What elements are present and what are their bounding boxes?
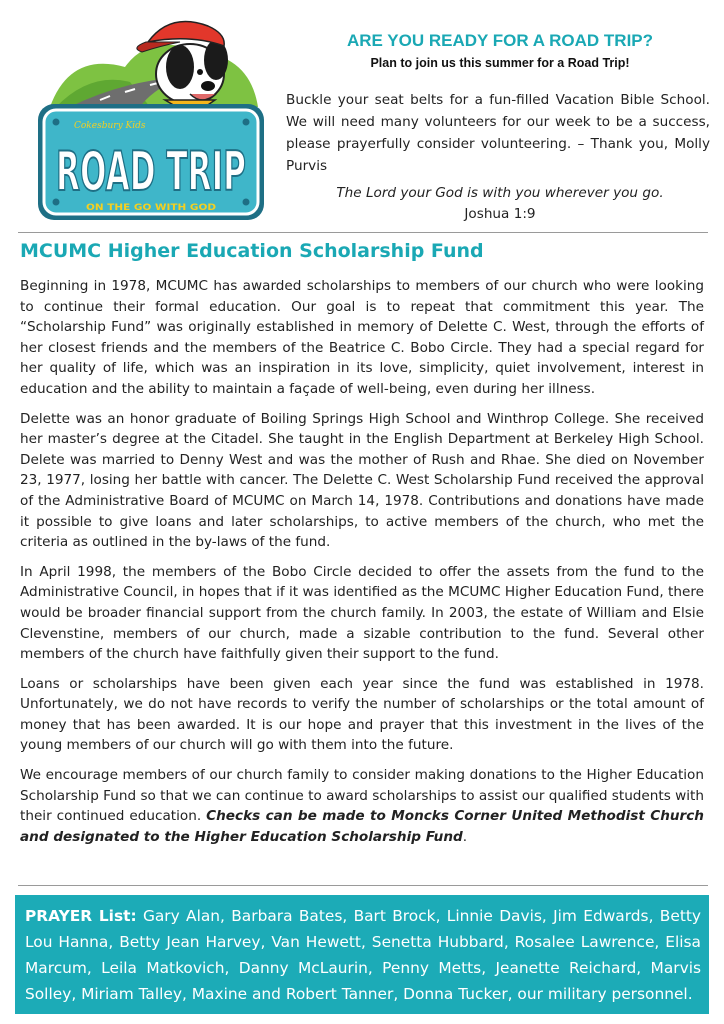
article-paragraph: Beginning in 1978, MCUMC has awarded scholarships to members of our church who were looking to continue their formal education. Our goal is to repeat that commitment this year. The “Scholarship Fund” was originally established in memory of Delette C. West, through the efforts of her closest friends and the members of the Beatrice C. Bobo Circle. They had a special regard for her quality of life, which was an inspiration in its love, simplicity, quiet involvement, interest in education and the ability to maintain a façade of well-being, even during her illness. bbox=[20, 278, 704, 397]
scholarship-article bbox=[20, 276, 704, 856]
article-paragraph: Loans or scholarships have been given each year since the fund was established in 1978. Unfortunately, we do not have records to verify the number of scholarships or the total amount of money that has been awarded. It is our hope and prayer that this investment in the lives of the young members of our church will go with them into the future. bbox=[20, 675, 704, 754]
vbs-body-text: Buckle your seat belts for a fun-filled Vacation Bible School. We will need many volunteers for our week to be a success, please prayerfully consider volunteering. – Thank you, Molly Purvis bbox=[286, 92, 710, 174]
scholarship-heading: MCUMC Higher Education Scholarship Fund bbox=[20, 240, 484, 262]
checks-instruction: Checks can be made to Moncks Corner United Methodist Church and designated to the Higher Education Scholarship Fund bbox=[20, 808, 704, 845]
article-paragraph: Delette was an honor graduate of Boiling Springs High School and Winthrop College. She received her master’s degree at the Citadel. She taught in the English Department at Berkeley High School. Delete was married to Denny West and was the mother of Rush and Rhae. She died on November 23, 1977, losing her battle with cancer. The Delette C. West Scholarship Fund received the approval of the Administrative Board of MCUMC on March 14, 1978. Contributions and donations have made it possible to give loans and later scholarships, to active members of the church, who met the criteria as outlined in the by-laws of the fund. bbox=[20, 410, 704, 551]
logo-brand-small: Cokesbury Kids bbox=[74, 121, 146, 131]
divider-top bbox=[18, 232, 708, 233]
donation-end: . bbox=[462, 828, 468, 845]
verse-reference: Joshua 1:9 bbox=[464, 206, 536, 222]
bible-verse bbox=[286, 183, 714, 225]
vbs-subheading: Plan to join us this summer for a Road Trip! bbox=[370, 56, 630, 70]
article-paragraph: In April 1998, the members of the Bobo Circle decided to offer the assets from the fund to the Administrative Council, in hopes that if it was identified as the MCUMC Higher Education Fund, there would be broader financial support from the church family. In 2003, the estate of William and Elsie Clevenstine, members of our church, made a sizable contribution to the fund. Several other members of the church have faithfully given their support to the fund. bbox=[20, 563, 704, 663]
prayer-list-label: PRAYER List: bbox=[25, 907, 137, 925]
vbs-heading: ARE YOU READY FOR A ROAD TRIP? bbox=[346, 31, 654, 50]
donation-text: We encourage members of our church family to consider making donations to the Higher Education Scholarship Fund so that we can continue to award scholarships to assist our qualified students with their continued education. bbox=[20, 767, 704, 825]
verse-text: The Lord your God is with you wherever you go. bbox=[336, 185, 664, 201]
road-trip-logo bbox=[30, 12, 272, 230]
divider-bottom bbox=[18, 885, 708, 886]
logo-title: ROAD TRIP bbox=[56, 140, 246, 203]
logo-tagline: ON THE GO WITH GOD bbox=[86, 203, 216, 213]
prayer-list-names: Gary Alan, Barbara Bates, Bart Brock, Linnie Davis, Jim Edwards, Betty Lou Hanna, Betty Jean Harvey, Van Hewett, Senetta Hubbard, Rosalee Lawrence, Elisa Marcum, Leila Matkovich, Danny McLaurin, Penny Metts, Jeanette Reichard, Marvis Solley, Miriam Talley, Maxine and Robert Tanner, Donna Tucker, our military personnel. bbox=[25, 907, 701, 1003]
prayer-list-box bbox=[15, 895, 709, 1014]
article-paragraph-donations bbox=[20, 765, 704, 847]
